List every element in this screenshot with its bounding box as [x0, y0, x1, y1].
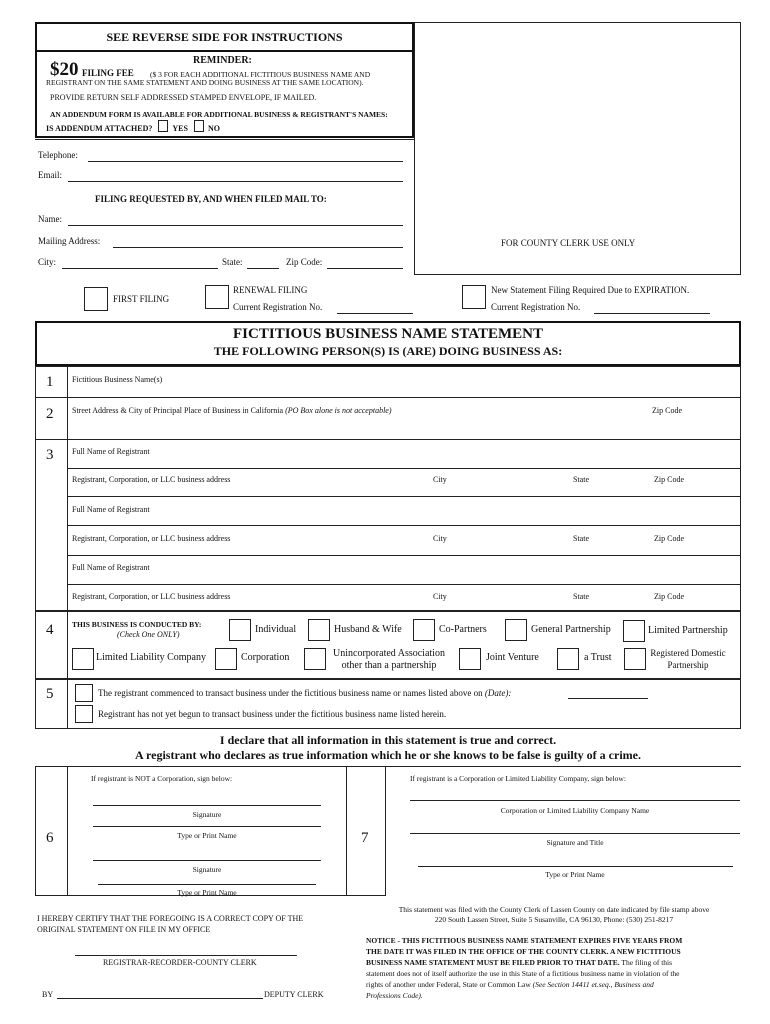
husband-wife-checkbox[interactable] [308, 619, 330, 641]
city-label: City: [38, 257, 57, 267]
clerk-signature-field[interactable] [75, 955, 297, 956]
fee-amount: $20 [50, 59, 79, 80]
email-field[interactable] [68, 181, 403, 182]
zip-field[interactable] [327, 268, 403, 269]
section-4-number: 4 [46, 622, 54, 638]
registrant-1-name: Full Name of Registrant [72, 447, 150, 456]
state-label: State: [222, 257, 243, 267]
addendum-question [46, 120, 220, 133]
notice-line-3-rest: The filing of this [619, 958, 673, 967]
notice-line-2: THE DATE IT WAS FILED IN THE OFFICE OF THE COUNTY CLERK. A NEW FICTITIOUS [366, 947, 681, 956]
notice-line-4: statement does not of itself authorize the use in this State of a fictitious business name in violation of the [366, 969, 680, 978]
deputy-label: DEPUTY CLERK [264, 990, 324, 999]
llc-checkbox[interactable] [72, 648, 94, 670]
no-label: NO [207, 124, 220, 133]
individual-label: Individual [255, 624, 297, 635]
new-statement-label: New Statement Filing Required Due to EXPIRATION. [491, 285, 690, 295]
domestic-partnership-checkbox[interactable] [624, 648, 646, 670]
reminder-label: REMINDER: [193, 55, 252, 66]
clerk-label: REGISTRAR-RECORDER-COUNTY CLERK [103, 958, 257, 967]
notice-line-5 [366, 980, 654, 989]
notice-line-3 [366, 958, 672, 967]
registrant-1-zip: Zip Code [654, 475, 684, 484]
section-5-frame [35, 679, 741, 729]
sections-frame [35, 366, 741, 611]
section-5-number: 5 [46, 686, 54, 702]
trust-checkbox[interactable] [557, 648, 579, 670]
section-6-instruction: If registrant is NOT a Corporation, sign below: [91, 774, 233, 783]
signature-2-label: Signature [192, 865, 222, 874]
registrant-3-address: Registrant, Corporation, or LLC business address [72, 592, 231, 601]
certify-line-1: I HEREBY CERTIFY THAT THE FOREGOING IS A CORRECT COPY OF THE [37, 914, 304, 923]
section-6-number: 6 [46, 830, 54, 846]
city-field[interactable] [62, 268, 218, 269]
check-one-label: (Check One ONLY) [117, 630, 180, 639]
registrant-1-address: Registrant, Corporation, or LLC business address [72, 475, 231, 484]
section-2-note: (PO Box alone is not acceptable) [285, 406, 392, 415]
registrant-1-city: City [433, 475, 447, 484]
first-filing-checkbox[interactable] [84, 287, 108, 311]
deputy-signature-field[interactable] [57, 998, 263, 999]
notice-line-1: NOTICE - THIS FICTITIOUS BUSINESS NAME STATEMENT EXPIRES FIVE YEARS FROM [366, 936, 683, 945]
domestic-partnership-label-2: Partnership [667, 660, 709, 670]
filed-note-2: 220 South Lassen Street, Suite 5 Susanville, CA 96130, Phone: (530) 251-8217 [434, 915, 674, 924]
new-reg-label: Current Registration No. [491, 302, 581, 312]
limited-partnership-label: Limited Partnership [648, 625, 728, 636]
signature-title-field[interactable] [410, 833, 740, 834]
section-7-instruction: If registrant is a Corporation or Limited Liability Company, sign below: [410, 774, 626, 783]
filing-requested-heading: FILING REQUESTED BY, AND WHEN FILED MAIL TO: [95, 194, 327, 204]
see-reverse-heading: SEE REVERSE SIDE FOR INSTRUCTIONS [106, 30, 343, 44]
contact-box [35, 139, 414, 275]
copartners-label: Co-Partners [439, 624, 487, 635]
filed-note-1: This statement was filed with the County Clerk of Lassen County on date indicated by file stamp above [398, 905, 710, 914]
date-label: (Date): [484, 688, 512, 698]
addendum-question-text: IS ADDENDUM ATTACHED? [46, 124, 153, 133]
new-reg-field[interactable] [594, 313, 710, 314]
yes-label: YES [172, 124, 188, 133]
renewal-filing-checkbox[interactable] [205, 285, 229, 309]
signature-1-label: Signature [192, 810, 222, 819]
notice-line-6: Professions Code). [366, 991, 423, 1000]
commenced-label [98, 688, 511, 698]
by-label: BY [42, 990, 54, 999]
name-field[interactable] [68, 225, 403, 226]
registrant-2-address: Registrant, Corporation, or LLC business address [72, 534, 231, 543]
husband-wife-label: Husband & Wife [334, 624, 402, 635]
notice-line-5-ref: (See Section 14411 et.seq., Business and [532, 980, 654, 989]
section-3-number: 3 [46, 447, 54, 463]
declaration-line-2: A registrant who declares as true information which he or she knows to be false is guilty of a crime. [135, 748, 641, 762]
mailing-field[interactable] [113, 247, 403, 248]
general-partnership-checkbox[interactable] [505, 619, 527, 641]
not-yet-checkbox[interactable] [75, 705, 93, 723]
notice-line-5-text: rights of another under Federal, State or Common Law [366, 980, 531, 989]
unincorporated-label-2: other than a partnership [341, 660, 437, 671]
joint-venture-label: Joint Venture [486, 652, 539, 663]
corp-name-field[interactable] [410, 800, 740, 801]
new-statement-checkbox[interactable] [462, 285, 486, 309]
declaration-line-1: I declare that all information in this statement is true and correct. [219, 733, 557, 747]
notice-line-3-bold: BUSINESS NAME STATEMENT MUST BE FILED PRIOR TO THAT DATE. [366, 958, 620, 967]
section-2-number: 2 [46, 406, 54, 422]
section-7-number: 7 [361, 830, 369, 846]
state-field[interactable] [247, 268, 279, 269]
individual-checkbox[interactable] [229, 619, 251, 641]
renewal-filing-label: RENEWAL FILING [233, 285, 308, 295]
registrant-3-state: State [573, 592, 589, 601]
registrant-3-zip: Zip Code [654, 592, 684, 601]
signature-2-field[interactable] [93, 860, 321, 861]
joint-venture-checkbox[interactable] [459, 648, 481, 670]
section-2-zip: Zip Code [652, 406, 682, 415]
corp-name-label: Corporation or Limited Liability Company Name [500, 806, 650, 815]
zip-label: Zip Code: [286, 257, 323, 267]
signature-1-field[interactable] [93, 805, 321, 806]
unincorporated-label-1: Unincorporated Association [333, 648, 445, 659]
form-title: FICTITIOUS BUSINESS NAME STATEMENT [233, 326, 543, 342]
print-2-field[interactable] [98, 884, 316, 885]
not-yet-label: Registrant has not yet begun to transact business under the fictitious business name listed herein. [98, 709, 447, 719]
conducted-by-label: THIS BUSINESS IS CONDUCTED BY: [72, 620, 202, 629]
fee-note-1: ($ 3 FOR EACH ADDITIONAL FICTITIOUS BUSINESS NAME AND [150, 70, 371, 79]
county-clerk-label: FOR COUNTY CLERK USE ONLY [501, 238, 636, 248]
renewal-reg-label: Current Registration No. [233, 302, 323, 312]
print-1-field[interactable] [93, 826, 321, 827]
first-filing-label: FIRST FILING [113, 294, 170, 304]
yes-checkbox[interactable] [158, 120, 168, 132]
general-partnership-label: General Partnership [531, 624, 611, 635]
commenced-date-field[interactable] [568, 698, 648, 699]
registrant-3-name: Full Name of Registrant [72, 563, 150, 572]
unincorporated-checkbox[interactable] [304, 648, 326, 670]
corporation-checkbox[interactable] [215, 648, 237, 670]
envelope-note: PROVIDE RETURN SELF ADDRESSED STAMPED ENVELOPE, IF MAILED. [50, 93, 317, 102]
section-2-label [72, 406, 392, 415]
name-label: Name: [38, 214, 62, 224]
registrant-2-state: State [573, 534, 589, 543]
copartners-checkbox[interactable] [413, 619, 435, 641]
registrant-3-city: City [433, 592, 447, 601]
addendum-note: AN ADDENDUM FORM IS AVAILABLE FOR ADDITIONAL BUSINESS & REGISTRANT'S NAMES: [50, 110, 388, 119]
signature-title-label: Signature and Title [546, 838, 604, 847]
registrant-2-zip: Zip Code [654, 534, 684, 543]
email-label: Email: [38, 170, 62, 180]
renewal-reg-field[interactable] [337, 313, 413, 314]
section-1-label: Fictitious Business Name(s) [72, 375, 163, 384]
limited-partnership-checkbox[interactable] [623, 620, 645, 642]
fee-note-2: REGISTRANT ON THE SAME STATEMENT AND DOING BUSINESS AT THE SAME LOCATION). [46, 78, 364, 87]
print-2-label: Type or Print Name [177, 888, 237, 897]
commenced-text: The registrant commenced to transact business under the fictitious business name or names listed above on [98, 688, 483, 698]
form-subtitle: THE FOLLOWING PERSON(S) IS (ARE) DOING BUSINESS AS: [213, 344, 563, 358]
registrant-1-state: State [573, 475, 589, 484]
registrant-2-name: Full Name of Registrant [72, 505, 150, 514]
section-1-number: 1 [46, 374, 54, 390]
no-checkbox[interactable] [194, 120, 204, 132]
mailing-label: Mailing Address: [38, 236, 101, 246]
llc-label: Limited Liability Company [96, 652, 206, 663]
corporation-label: Corporation [241, 652, 290, 663]
registrant-2-city: City [433, 534, 447, 543]
commenced-checkbox[interactable] [75, 684, 93, 702]
domestic-partnership-label-1: Registered Domestic [650, 648, 726, 658]
print-1-label: Type or Print Name [177, 831, 237, 840]
corp-print-label: Type or Print Name [545, 870, 605, 879]
section-2-label-text: Street Address & City of Principal Place of Business in California [72, 406, 284, 415]
trust-label: a Trust [584, 652, 612, 663]
fee-label: FILING FEE [82, 68, 134, 78]
corp-print-field[interactable] [418, 866, 733, 867]
telephone-field[interactable] [88, 161, 403, 162]
certify-line-2: ORIGINAL STATEMENT ON FILE IN MY OFFICE [37, 925, 211, 934]
telephone-label: Telephone: [38, 150, 78, 160]
